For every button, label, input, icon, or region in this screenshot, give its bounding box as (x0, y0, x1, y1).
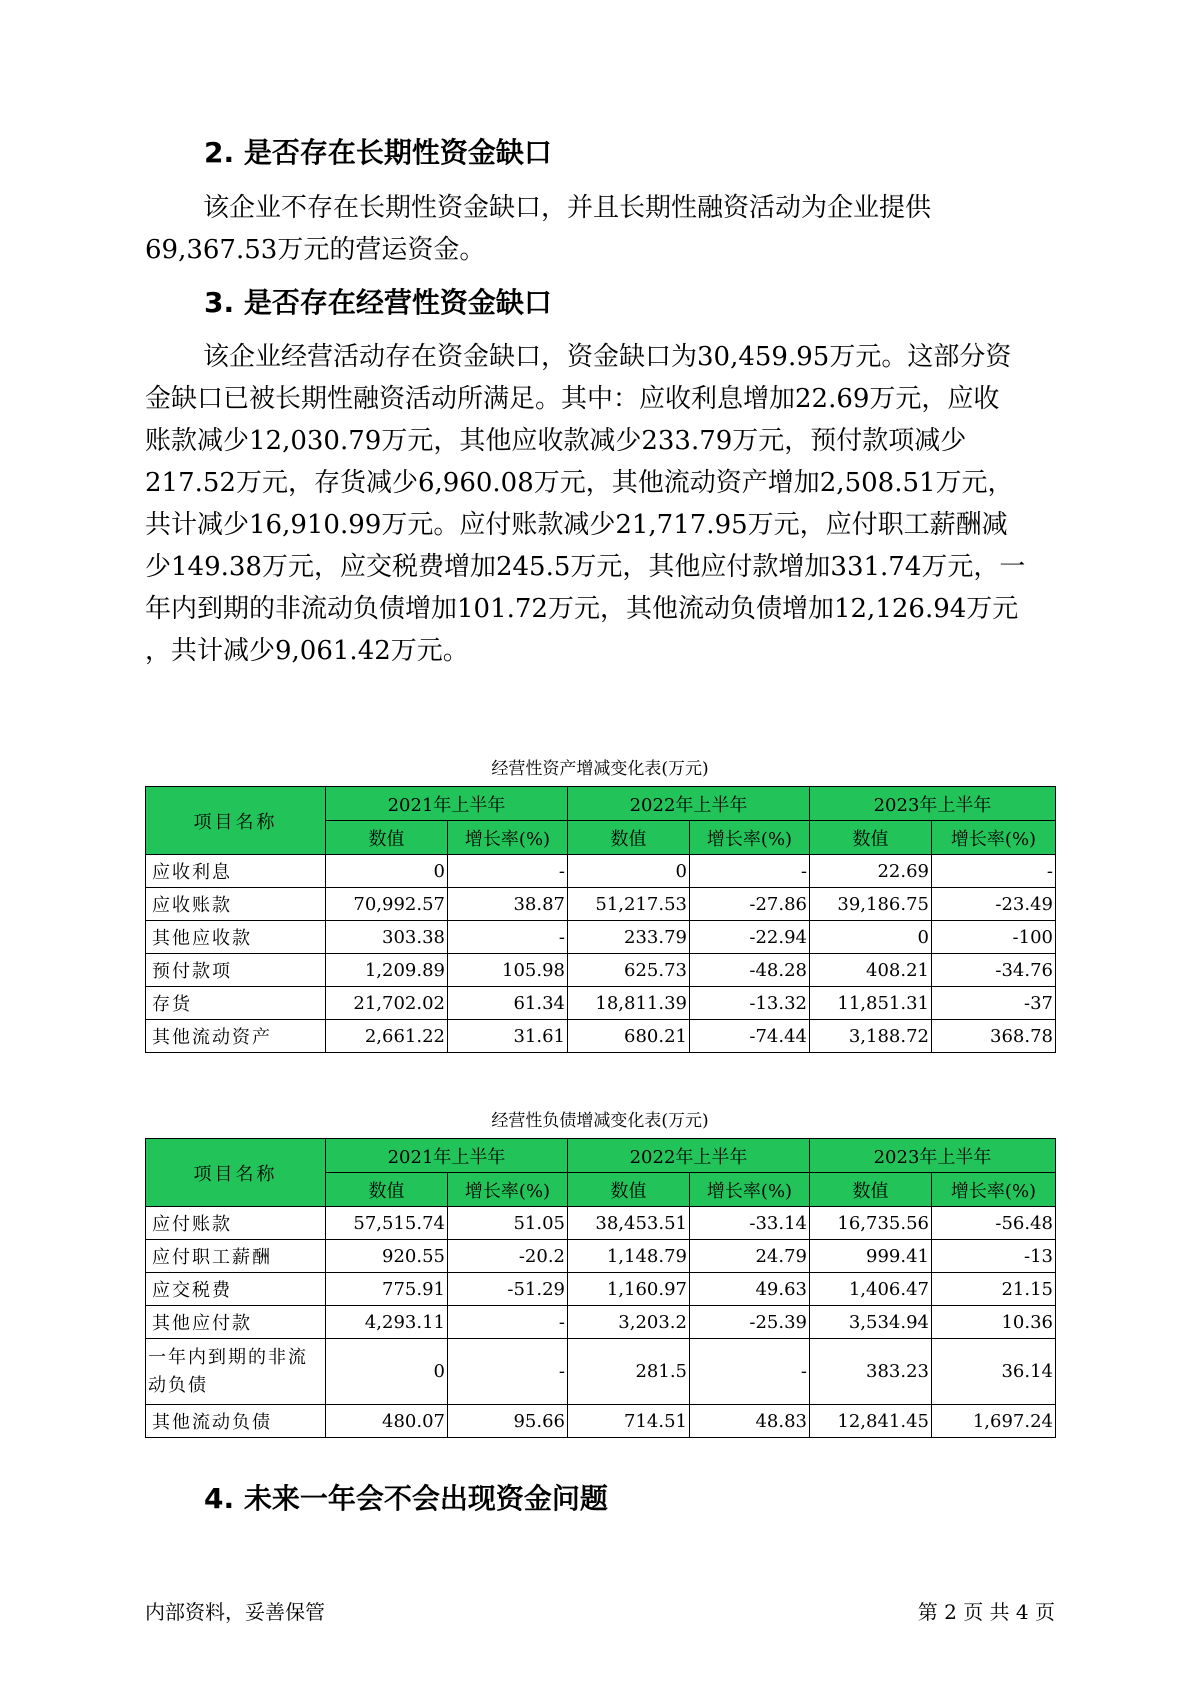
header-item-name: 项目名称 (146, 1139, 326, 1207)
row-label: 应收账款 (146, 888, 326, 921)
cell-value: 0 (326, 1339, 448, 1405)
cell-rate: - (690, 1339, 810, 1405)
header-period: 2023年上半年 (810, 1139, 1056, 1173)
header-value: 数值 (326, 821, 448, 855)
table-row (146, 954, 1056, 987)
cell-value: 281.5 (568, 1339, 690, 1405)
paragraph-line: 共计减少16,910.99万元。应付账款减少21,717.95万元，应付职工薪酬减 (145, 510, 1008, 540)
cell-rate: -20.2 (448, 1240, 568, 1273)
cell-rate: 36.14 (932, 1339, 1056, 1405)
cell-value: 16,735.56 (810, 1207, 932, 1240)
row-label: 应付职工薪酬 (146, 1240, 326, 1273)
cell-rate: 24.79 (690, 1240, 810, 1273)
cell-rate: - (690, 855, 810, 888)
header-rate: 增长率(%) (448, 1173, 568, 1207)
cell-value: 3,534.94 (810, 1306, 932, 1339)
cell-rate: 105.98 (448, 954, 568, 987)
paragraph-line: 69,367.53万元的营运资金。 (145, 235, 486, 265)
cell-rate: -23.49 (932, 888, 1056, 921)
cell-value: 233.79 (568, 921, 690, 954)
cell-value: 3,188.72 (810, 1020, 932, 1053)
cell-rate: -33.14 (690, 1207, 810, 1240)
cell-value: 625.73 (568, 954, 690, 987)
table-row (146, 1405, 1056, 1438)
cell-rate: 10.36 (932, 1306, 1056, 1339)
paragraph-line: ，共计减少9,061.42万元。 (145, 636, 469, 666)
row-label: 存货 (146, 987, 326, 1020)
cell-value: 11,851.31 (810, 987, 932, 1020)
section-3-heading: 3. 是否存在经营性资金缺口 (204, 286, 552, 319)
cell-value: 70,992.57 (326, 888, 448, 921)
header-value: 数值 (568, 1173, 690, 1207)
row-label: 应付账款 (146, 1207, 326, 1240)
cell-rate: -22.94 (690, 921, 810, 954)
cell-value: 0 (568, 855, 690, 888)
cell-rate: - (448, 1339, 568, 1405)
row-label: 其他应付款 (146, 1306, 326, 1339)
cell-rate: -13 (932, 1240, 1056, 1273)
cell-value: 1,148.79 (568, 1240, 690, 1273)
paragraph-line: 少149.38万元，应交税费增加245.5万元，其他应付款增加331.74万元，一 (145, 552, 1026, 582)
liabilities-table-caption: 经营性负债增减变化表(万元) (491, 1111, 709, 1131)
cell-rate: -13.32 (690, 987, 810, 1020)
table-row (146, 855, 1056, 888)
cell-value: 57,515.74 (326, 1207, 448, 1240)
assets-table-caption: 经营性资产增减变化表(万元) (491, 759, 709, 779)
row-label: 应交税费 (146, 1273, 326, 1306)
table-row (146, 1020, 1056, 1053)
cell-rate: - (448, 1306, 568, 1339)
paragraph-line: 217.52万元，存货减少6,960.08万元，其他流动资产增加2,508.51万元， (145, 468, 1014, 498)
cell-value: 1,160.97 (568, 1273, 690, 1306)
row-label: 应收利息 (146, 855, 326, 888)
header-value: 数值 (810, 821, 932, 855)
header-period: 2021年上半年 (326, 1139, 568, 1173)
table-row (146, 1273, 1056, 1306)
header-rate: 增长率(%) (690, 821, 810, 855)
cell-value: 680.21 (568, 1020, 690, 1053)
cell-value: 4,293.11 (326, 1306, 448, 1339)
row-label: 其他流动资产 (146, 1020, 326, 1053)
cell-value: 38,453.51 (568, 1207, 690, 1240)
row-label: 其他应收款 (146, 921, 326, 954)
footer-confidential-note: 内部资料，妥善保管 (145, 1600, 325, 1624)
cell-rate: - (932, 855, 1056, 888)
row-label: 一年内到期的非流动负债 (146, 1339, 326, 1405)
table-row (146, 1207, 1056, 1240)
cell-value: 408.21 (810, 954, 932, 987)
table-row (146, 888, 1056, 921)
cell-value: 1,406.47 (810, 1273, 932, 1306)
section-2-heading: 2. 是否存在长期性资金缺口 (204, 136, 552, 169)
header-rate: 增长率(%) (448, 821, 568, 855)
cell-rate: -27.86 (690, 888, 810, 921)
table-row (146, 1240, 1056, 1273)
cell-value: 12,841.45 (810, 1405, 932, 1438)
table-row (146, 921, 1056, 954)
cell-rate: 48.83 (690, 1405, 810, 1438)
paragraph-line: 账款减少12,030.79万元，其他应收款减少233.79万元，预付款项减少 (145, 426, 967, 456)
cell-rate: 51.05 (448, 1207, 568, 1240)
cell-value: 39,186.75 (810, 888, 932, 921)
row-label: 预付款项 (146, 954, 326, 987)
section-3-paragraph (145, 336, 1055, 672)
cell-value: 999.41 (810, 1240, 932, 1273)
cell-value: 22.69 (810, 855, 932, 888)
header-value: 数值 (326, 1173, 448, 1207)
header-period: 2021年上半年 (326, 787, 568, 821)
cell-value: 18,811.39 (568, 987, 690, 1020)
cell-value: 1,209.89 (326, 954, 448, 987)
header-period: 2022年上半年 (568, 787, 810, 821)
cell-rate: 61.34 (448, 987, 568, 1020)
header-rate: 增长率(%) (690, 1173, 810, 1207)
assets-table (145, 786, 1056, 1053)
table-row (146, 1306, 1056, 1339)
cell-rate: -51.29 (448, 1273, 568, 1306)
cell-rate: 38.87 (448, 888, 568, 921)
header-period: 2023年上半年 (810, 787, 1056, 821)
table-row (146, 1339, 1056, 1405)
cell-rate: 21.15 (932, 1273, 1056, 1306)
cell-value: 303.38 (326, 921, 448, 954)
liabilities-table (145, 1138, 1056, 1438)
cell-value: 480.07 (326, 1405, 448, 1438)
header-period: 2022年上半年 (568, 1139, 810, 1173)
header-item-name: 项目名称 (146, 787, 326, 855)
cell-rate: 368.78 (932, 1020, 1056, 1053)
cell-rate: 95.66 (448, 1405, 568, 1438)
cell-value: 3,203.2 (568, 1306, 690, 1339)
paragraph-line: 年内到期的非流动负债增加101.72万元，其他流动负债增加12,126.94万元 (145, 594, 1019, 624)
cell-rate: 49.63 (690, 1273, 810, 1306)
header-rate: 增长率(%) (932, 1173, 1056, 1207)
cell-rate: 1,697.24 (932, 1405, 1056, 1438)
cell-value: 0 (326, 855, 448, 888)
cell-rate: -37 (932, 987, 1056, 1020)
cell-value: 2,661.22 (326, 1020, 448, 1053)
cell-rate: -56.48 (932, 1207, 1056, 1240)
header-rate: 增长率(%) (932, 821, 1056, 855)
cell-rate: -74.44 (690, 1020, 810, 1053)
paragraph-line: 该企业经营活动存在资金缺口，资金缺口为30,459.95万元。这部分资 (203, 342, 1012, 372)
cell-value: 0 (810, 921, 932, 954)
paragraph-line: 金缺口已被长期性融资活动所满足。其中：应收利息增加22.69万元，应收 (145, 384, 1000, 414)
cell-value: 51,217.53 (568, 888, 690, 921)
cell-value: 21,702.02 (326, 987, 448, 1020)
section-4-heading: 4. 未来一年会不会出现资金问题 (204, 1482, 608, 1515)
cell-value: 920.55 (326, 1240, 448, 1273)
paragraph-line: 该企业不存在长期性资金缺口，并且长期性融资活动为企业提供 (203, 193, 932, 223)
cell-rate: -100 (932, 921, 1056, 954)
cell-value: 775.91 (326, 1273, 448, 1306)
footer-page-number: 第 2 页 共 4 页 (917, 1600, 1055, 1624)
row-label: 其他流动负债 (146, 1405, 326, 1438)
cell-rate: - (448, 921, 568, 954)
cell-rate: -34.76 (932, 954, 1056, 987)
cell-rate: -25.39 (690, 1306, 810, 1339)
cell-value: 383.23 (810, 1339, 932, 1405)
table-row (146, 987, 1056, 1020)
cell-rate: 31.61 (448, 1020, 568, 1053)
header-value: 数值 (810, 1173, 932, 1207)
cell-rate: - (448, 855, 568, 888)
section-2-paragraph (145, 187, 1055, 271)
header-value: 数值 (568, 821, 690, 855)
cell-value: 714.51 (568, 1405, 690, 1438)
cell-rate: -48.28 (690, 954, 810, 987)
